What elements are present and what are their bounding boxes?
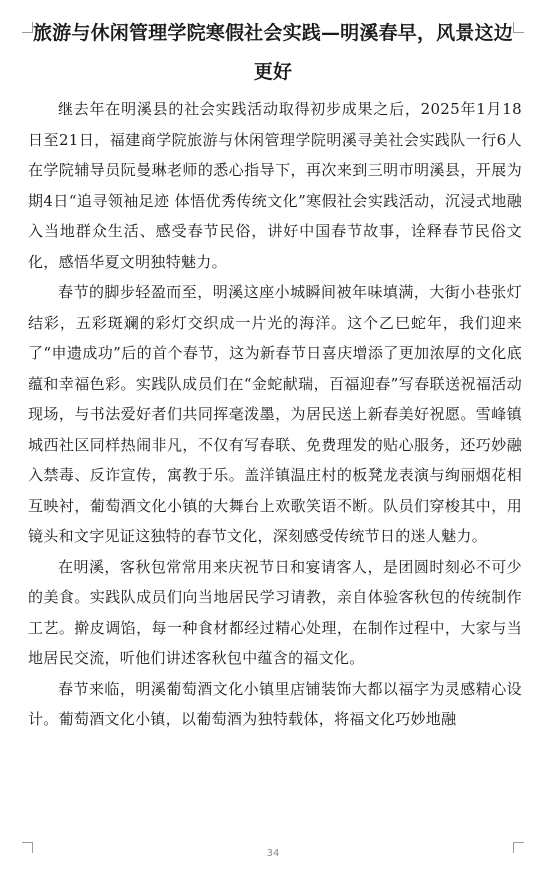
paragraph-3: 在明溪，客秋包常常用来庆祝节日和宴请客人，是团圆时刻必不可少的美食。实践队成员们向当地居民学习请教，亲自体验客秋包的传统制作工艺。擀皮调馅，每一种食材都经过精心处理，在制作过程中，大家与当地居民交流，听他们讲述客秋包中蕴含的福文化。 — [28, 557, 522, 667]
page-title: 旅游与休闲管理学院寒假社会实践—明溪春早，风景这边更好 — [32, 22, 513, 83]
paragraph-1: 继去年在明溪县的社会实践活动取得初步成果之后，2025年1月18日至21日，福建商学院旅游与休闲管理学院明溪寻美社会实践队一行6人在学院辅导员阮曼琳老师的悉心指导下，再次来到三明市明溪县，开展为期4日“追寻领袖足迹 体悟优秀传统文化”寒假社会实践活动，沉浸式地融入当地群众生活、感受春节民俗，讲好中国春节故事，诠释春节民俗文化，感悟华夏文明独特魅力。 — [28, 100, 522, 271]
paragraph-2: 春节的脚步轻盈而至，明溪这座小城瞬间被年味填满，大街小巷张灯结彩，五彩斑斓的彩灯交织成一片光的海洋。这个乙巳蛇年，我们迎来了“申遗成功”后的首个春节，这为新春节日喜庆增添了更加浓厚的文化底蕴和幸福色彩。实践队成员们在“金蛇献瑞，百福迎春”写春联送祝福活动现场，与书法爱好者们共同挥毫泼墨，为居民送上新春美好祝愿。雪峰镇城西社区同样热闹非凡，不仅有写春联、免费理发的贴心服务，还巧妙融入禁毒、反诈宣传，寓教于乐。盖洋镇温庄村的板凳龙表演与绚丽烟花相互映衬，葡萄酒文化小镇的大舞台上欢歌笑语不断。队员们穿梭其中，用镜头和文字见证这独特的春节文化，深刻感受传统节日的迷人魅力。 — [28, 283, 522, 545]
paragraph-4: 春节来临，明溪葡萄酒文化小镇里店铺装饰大都以福字为灵感精心设计。葡萄酒文化小镇，以葡萄酒为独特载体，将福文化巧妙地融 — [28, 679, 522, 728]
article-body — [28, 94, 522, 735]
page-number: 34 — [266, 848, 280, 859]
